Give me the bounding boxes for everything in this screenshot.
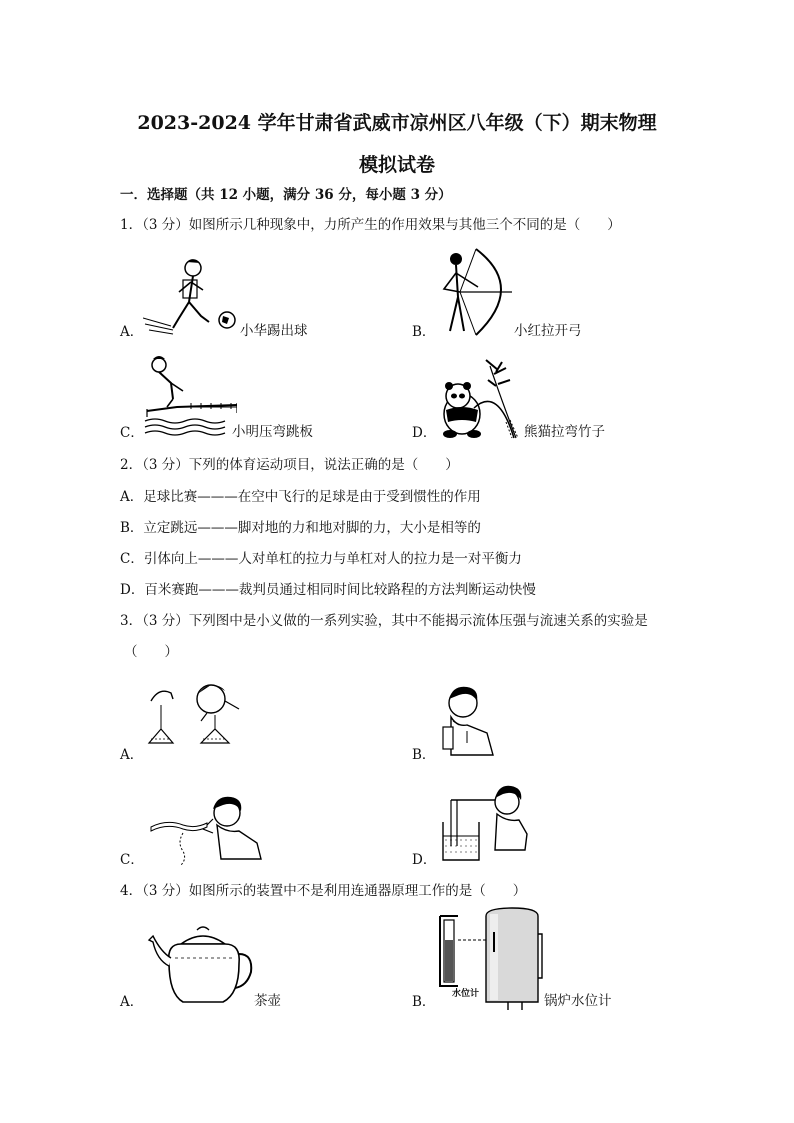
page-title-line1: 2023-2024 学年甘肃省武威市凉州区八年级（下）期末物理 xyxy=(137,112,657,134)
q1-option-c-caption: 小明压弯跳板 xyxy=(232,424,313,440)
q3-option-a-label: A． xyxy=(120,747,144,763)
q1-figure-panda-bamboo xyxy=(440,356,524,440)
q4-figure-label-water-gauge: 水位计 xyxy=(452,989,480,999)
q2-option-d: D．百米赛跑———裁判员通过相同时间比较路程的方法判断运动快慢 xyxy=(120,582,536,598)
section-heading: 一．选择题（共 12 小题，满分 36 分，每小题 3 分） xyxy=(120,187,452,203)
question-1-stem: 1．（3 分）如图所示几种现象中，力所产生的作用效果与其他三个不同的是（ ） xyxy=(120,217,621,233)
q3-figure-d-straw-beaker xyxy=(439,780,529,862)
question-3-paren: （ ） xyxy=(124,644,178,660)
q2-option-c: C．引体向上———人对单杠的拉力与单杠对人的拉力是一对平衡力 xyxy=(120,551,522,567)
q1-option-d-caption: 熊猫拉弯竹子 xyxy=(524,424,605,440)
q1-option-b-caption: 小红拉开弓 xyxy=(514,323,582,339)
q3-option-c-label: C． xyxy=(120,852,144,868)
q3-figure-c-paper-strip xyxy=(147,793,263,865)
q1-option-b-label: B． xyxy=(412,324,436,340)
question-2-stem: 2．（3 分）下列的体育运动项目，说法正确的是（ ） xyxy=(120,457,459,473)
question-3-stem: 3．（3 分）下列图中是小义做的一系列实验，其中不能揭示流体压强与流速关系的实验是 xyxy=(120,613,648,629)
question-4-stem: 4．（3 分）如图所示的装置中不是利用连通器原理工作的是（ ） xyxy=(120,883,527,899)
page-title-line2: 模拟试卷 xyxy=(358,154,435,176)
q2-option-a: A．足球比赛———在空中飞行的足球是由于受到惯性的作用 xyxy=(120,489,481,505)
q3-option-d-label: D． xyxy=(412,852,437,868)
q1-option-c-label: C． xyxy=(120,425,144,441)
q1-option-a-caption: 小华踢出球 xyxy=(240,323,308,339)
q1-figure-kick-ball xyxy=(143,256,239,338)
q4-option-b-label: B． xyxy=(412,994,436,1010)
q4-option-a-caption: 茶壶 xyxy=(254,993,281,1009)
q4-option-a-label: A． xyxy=(120,994,144,1010)
q2-option-b: B．立定跳远———脚对地的力和地对脚的力，大小是相等的 xyxy=(120,520,481,536)
q1-option-a-label: A． xyxy=(120,324,144,340)
q1-figure-draw-bow xyxy=(436,247,516,337)
q3-option-b-label: B． xyxy=(412,747,436,763)
q1-option-d-label: D． xyxy=(412,425,437,441)
q4-option-b-caption: 锅炉水位计 xyxy=(544,993,612,1009)
q3-figure-a-paper-cones xyxy=(141,679,241,749)
q3-figure-b-blowing-bottle xyxy=(437,681,501,757)
q1-figure-diving-board xyxy=(143,353,237,441)
q4-figure-teapot xyxy=(147,922,255,1006)
